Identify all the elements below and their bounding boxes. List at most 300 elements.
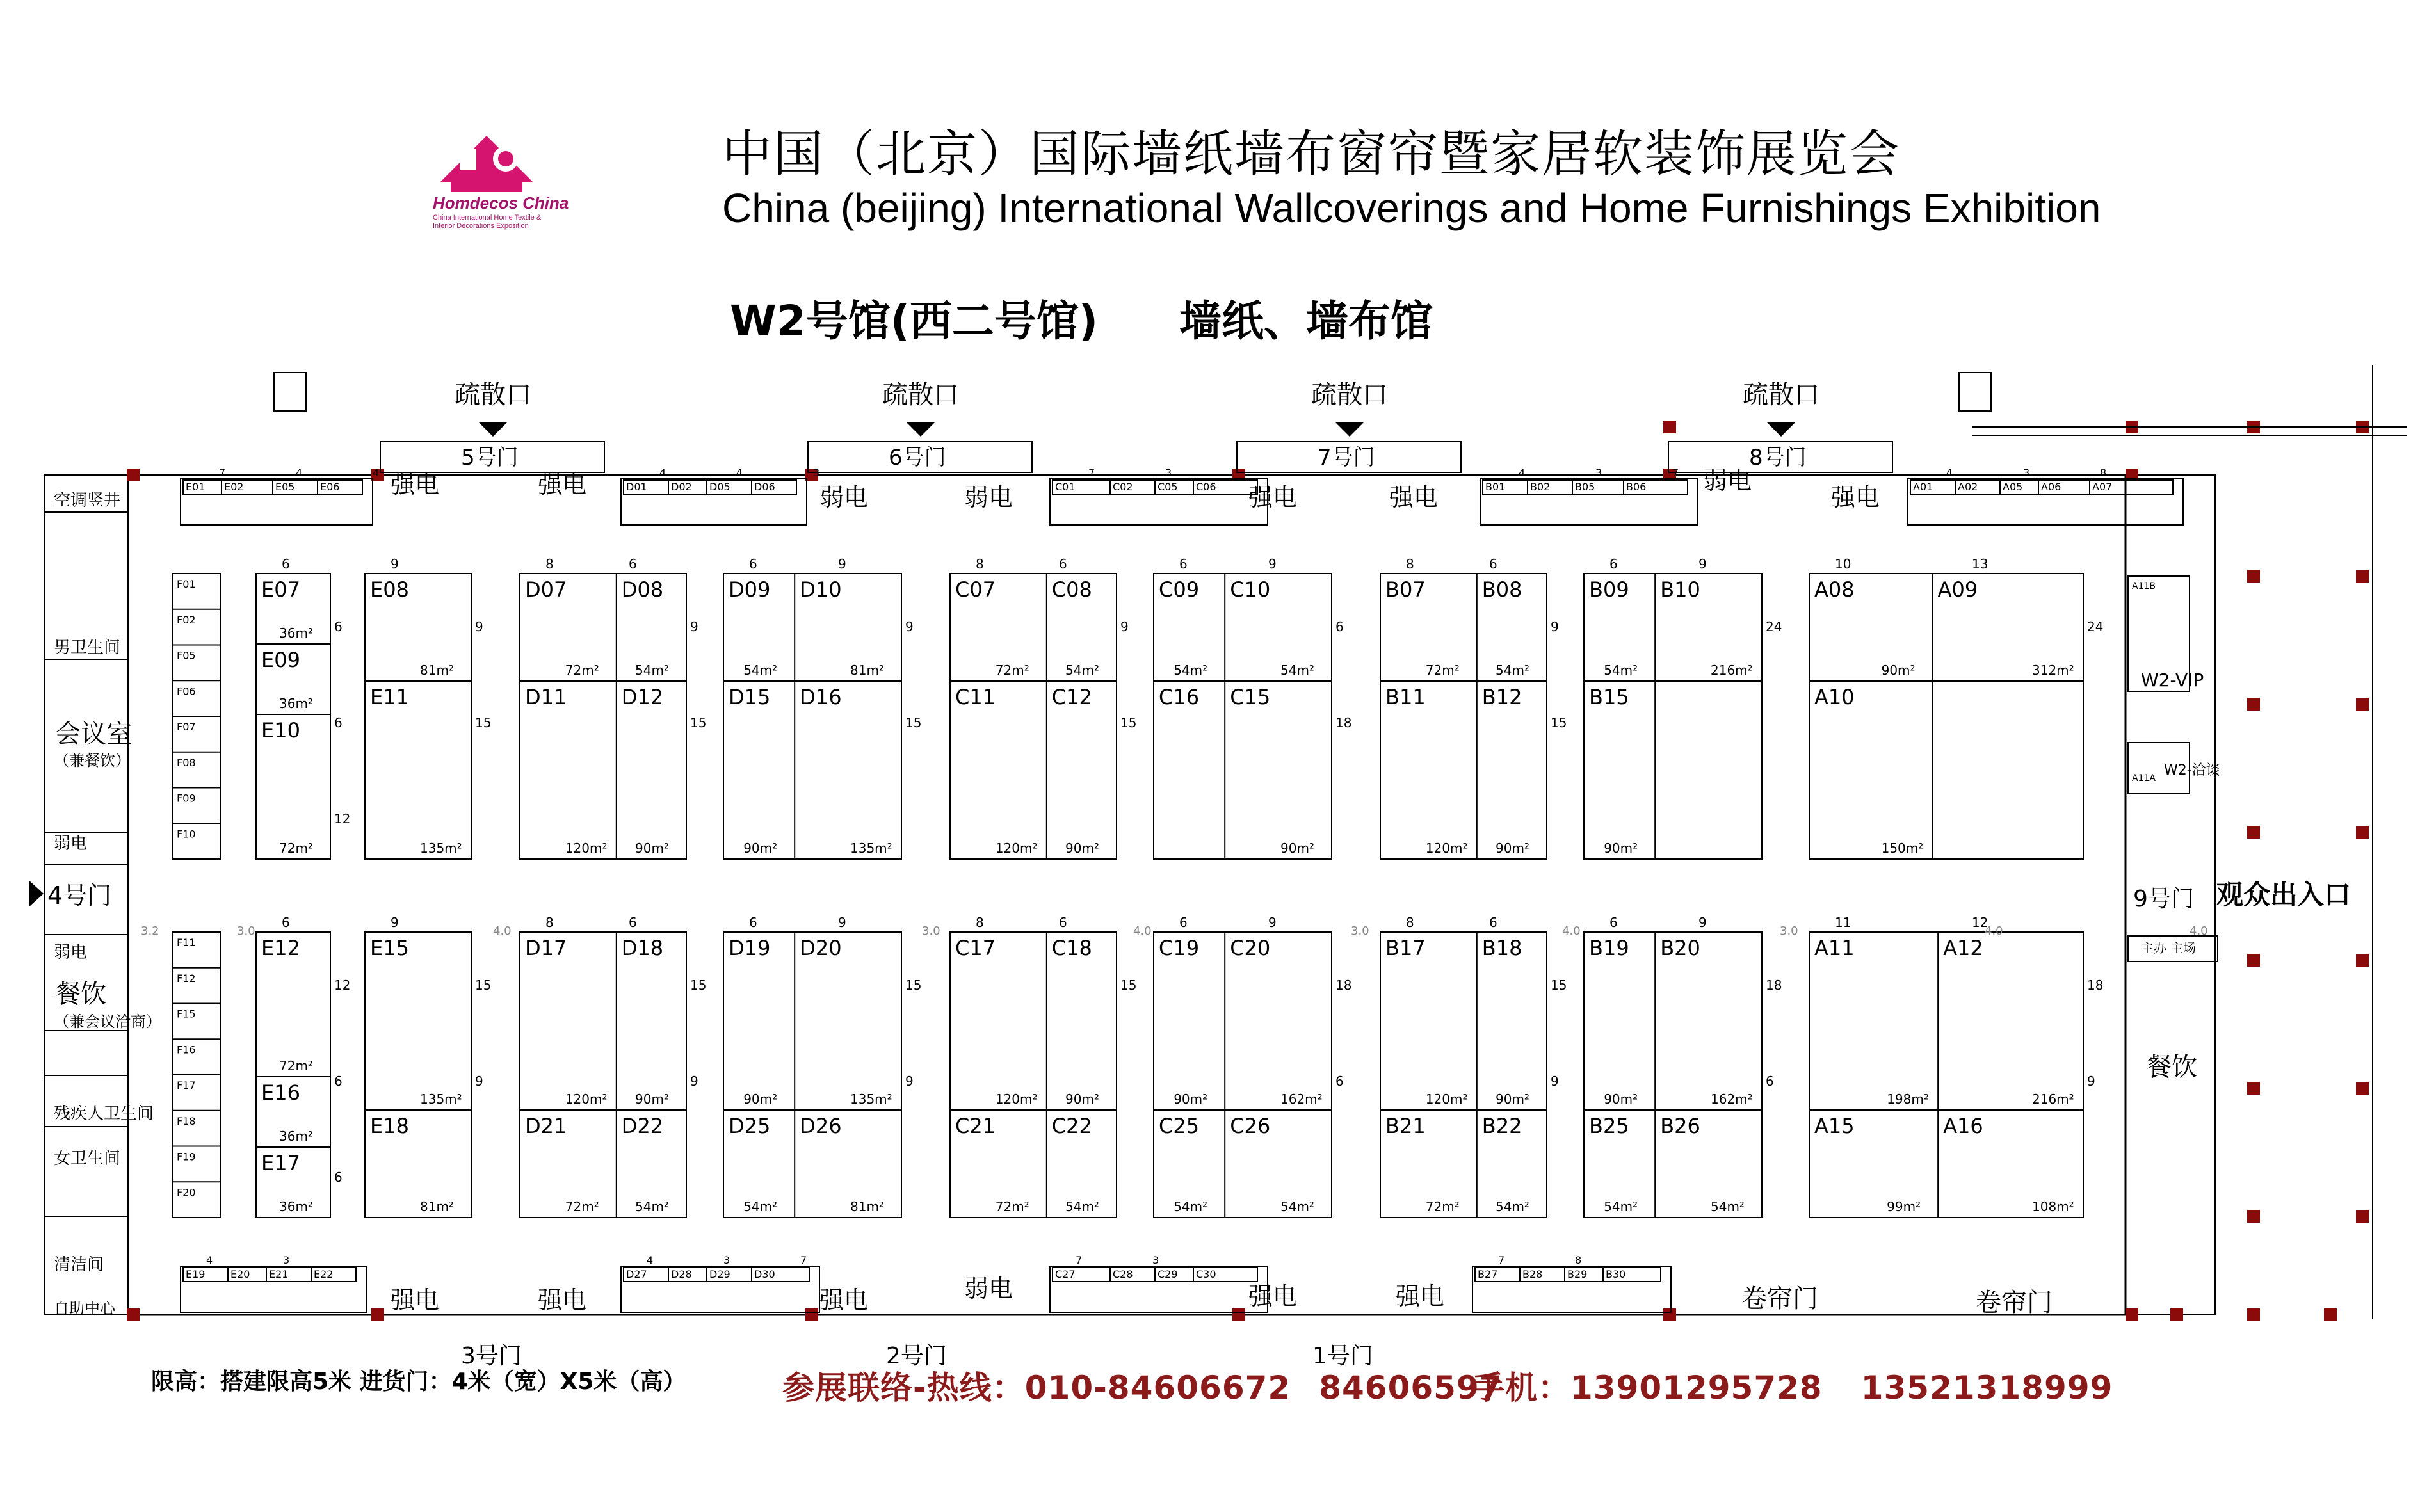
aisle-width-label: 3.0	[1351, 924, 1369, 938]
booth-label: A15	[1814, 1114, 1855, 1138]
booth-label: C26	[1230, 1114, 1271, 1138]
booth-area-label: 120m²	[1425, 840, 1468, 856]
dimension-label: 4	[373, 467, 380, 479]
weak-power-label: 弱电	[964, 483, 1013, 511]
booth-label: D19	[729, 936, 771, 960]
dimension-label: 18	[1335, 715, 1352, 730]
booth-area-label: 90m²	[1065, 1091, 1099, 1107]
bottom-gate-label: 1号门	[1312, 1343, 1373, 1369]
top-gate-label: 7号门	[1318, 445, 1375, 470]
dimension-label: 12	[334, 977, 351, 993]
booth-label: C05	[1158, 481, 1178, 493]
booth-label: C01	[1055, 481, 1076, 493]
dimension-label: 6	[749, 915, 757, 930]
strong-power-label: 强电	[391, 1286, 440, 1314]
booth-label: F12	[177, 972, 196, 985]
strong-power-label: 强电	[538, 1286, 587, 1314]
shutter-door-label: 卷帘门	[1976, 1288, 2053, 1317]
booth-label: C18	[1051, 936, 1092, 960]
shutter-door-label: 卷帘门	[1741, 1284, 1818, 1314]
top-gate-label: 6号门	[889, 445, 946, 470]
booth-label: D25	[729, 1114, 771, 1138]
booth-label: B28	[1522, 1268, 1543, 1280]
booth-label: D01	[626, 481, 647, 493]
booth-area-label: 54m²	[743, 1199, 778, 1214]
dimension-label: 3	[2023, 467, 2030, 479]
dimension-label: 9	[2087, 1074, 2095, 1089]
dimension-label: 6	[334, 1170, 343, 1185]
dimension-label: 12	[334, 811, 351, 826]
strong-power-label: 强电	[1389, 483, 1439, 511]
booth-area-label: 90m²	[1174, 1091, 1208, 1107]
dimension-label: 9	[690, 1074, 698, 1089]
dimension-label: 6	[629, 915, 637, 930]
booth-label: A11B	[2132, 581, 2156, 591]
booth-label: C25	[1159, 1114, 1200, 1138]
booth-label: D28	[671, 1268, 692, 1280]
booth-label: D18	[621, 936, 664, 960]
pillar	[2356, 1082, 2369, 1095]
booth-label: D17	[525, 936, 567, 960]
booth-label: B15	[1589, 685, 1629, 709]
pillar	[2356, 826, 2369, 839]
evacuation-exit-label: 疏散口	[882, 380, 959, 410]
booth-label: A12	[1943, 936, 1983, 960]
booth-area-label: 81m²	[420, 1199, 454, 1214]
pillar	[2356, 1210, 2369, 1223]
booth-label: F15	[177, 1008, 196, 1020]
aisle-width-label: 4.0	[1562, 924, 1581, 938]
booth-block	[723, 574, 901, 859]
booth-area-label: 54m²	[1280, 663, 1314, 678]
right-room-label: W2-VIP	[2141, 670, 2204, 691]
pillar	[2247, 570, 2260, 583]
dimension-label: 8	[1575, 1254, 1582, 1266]
contact-mobile	[1472, 1362, 2151, 1408]
right-room-label: 主场	[2170, 940, 2196, 956]
dimension-label: 3	[1595, 467, 1602, 479]
dimension-label: 24	[2087, 619, 2104, 634]
booth-label: D06	[754, 481, 775, 493]
booth-label: C28	[1113, 1268, 1133, 1280]
dimension-label: 3	[1165, 467, 1172, 479]
hotline-1: 参展联络-热线：010-84606672	[782, 1369, 1291, 1406]
booth-label: E17	[261, 1151, 300, 1175]
booth-label: F16	[177, 1043, 196, 1056]
strong-power-label: 强电	[1248, 1282, 1298, 1310]
booth-label: F08	[177, 756, 196, 769]
top-gate-label: 8号门	[1749, 445, 1807, 470]
booth-label: B09	[1589, 577, 1629, 602]
dimension-label: 4	[1519, 467, 1526, 479]
booth-area-label: 81m²	[850, 1199, 884, 1214]
booth-label: B12	[1481, 685, 1522, 709]
aisle-width-label: 4.0	[1985, 924, 2003, 938]
booth-label: C11	[955, 685, 996, 709]
booth-label: E22	[314, 1268, 334, 1280]
booth-label: E12	[261, 936, 300, 960]
dimension-label: 6	[749, 556, 757, 572]
booth-area-label: 120m²	[565, 840, 608, 856]
booth-label: E05	[275, 481, 295, 493]
booth-label: C30	[1196, 1268, 1216, 1280]
dimension-label: 15	[690, 977, 707, 993]
booth-area-label: 72m²	[565, 1199, 599, 1214]
booth-area-label: 90m²	[635, 1091, 669, 1107]
dimension-label: 12	[1972, 915, 1988, 930]
booth-label: E06	[320, 481, 340, 493]
pillar	[2170, 1308, 2183, 1321]
booth-area-label: 99m²	[1887, 1199, 1921, 1214]
dimension-label: 4	[659, 467, 666, 479]
evacuation-arrow-icon	[907, 422, 935, 437]
booth-label: F01	[177, 578, 196, 590]
right-room-label: 餐饮	[2146, 1052, 2197, 1082]
dimension-label: 9	[905, 1074, 914, 1089]
booth-label: B20	[1660, 936, 1700, 960]
pillar	[127, 469, 140, 481]
booth-area-label: 135m²	[850, 1091, 892, 1107]
pillar	[1663, 421, 1676, 433]
dimension-label: 9	[475, 1074, 483, 1089]
booth-area-label: 72m²	[1425, 1199, 1460, 1214]
pillar	[805, 1308, 818, 1321]
aisle-width-label: 4.0	[1133, 924, 1152, 938]
booth-label: C10	[1230, 577, 1271, 602]
exhibition-logo-icon	[440, 136, 533, 192]
booth-label: A06	[2041, 481, 2061, 493]
booth-area-label: 54m²	[1604, 1199, 1638, 1214]
booth-area-label: 72m²	[1425, 663, 1460, 678]
strong-power-label: 强电	[1248, 483, 1298, 511]
aisle-width-label: 3.0	[237, 924, 255, 938]
dimension-label: 24	[1766, 619, 1782, 634]
dimension-label: 18	[1766, 977, 1782, 993]
pillar	[2356, 698, 2369, 711]
bottom-gate-label: 3号门	[461, 1343, 522, 1369]
booth-label: C19	[1159, 936, 1200, 960]
aisle-width-label: 4.0	[493, 924, 512, 938]
strong-power-label: 强电	[819, 1286, 869, 1314]
right-room-label: W2-洽谈	[2164, 762, 2220, 778]
dimension-label: 6	[1059, 556, 1067, 572]
booth-label: D02	[671, 481, 692, 493]
booth-area-label: 120m²	[1425, 1091, 1468, 1107]
dimension-label: 8	[976, 556, 984, 572]
title-english: China (beijing) International Wallcoverings and Home Furnishings Exhibition	[722, 185, 2101, 231]
left-room-label: 空调竖井	[54, 491, 121, 510]
left-gate-arrow-icon	[29, 881, 44, 906]
dimension-label: 6	[334, 619, 343, 634]
left-room-label: （兼会议洽商）	[54, 1013, 161, 1031]
booth-block	[1584, 932, 1762, 1218]
contact-hotline	[782, 1362, 1531, 1408]
booth-area-label: 54m²	[1280, 1199, 1314, 1214]
booth-label: B19	[1589, 936, 1629, 960]
pillar	[2356, 954, 2369, 967]
booth-area-label: 90m²	[1280, 840, 1314, 856]
booth-block	[256, 574, 330, 859]
booth-label: A09	[1937, 577, 1978, 602]
booth-label: E02	[224, 481, 244, 493]
booth-area-label: 162m²	[1280, 1091, 1323, 1107]
dimension-label: 9	[1698, 915, 1707, 930]
dimension-label: 4	[736, 467, 743, 479]
dimension-label: 15	[1120, 715, 1137, 730]
booth-label: B07	[1385, 577, 1426, 602]
booth-label: A07	[2092, 481, 2113, 493]
booth-block	[1380, 932, 1547, 1218]
strong-power-label: 强电	[1396, 1282, 1445, 1310]
booth-block	[1154, 574, 1332, 859]
booth-label: A11	[1814, 936, 1855, 960]
booth-label: B27	[1478, 1268, 1498, 1280]
booth-area-label: 162m²	[1711, 1091, 1753, 1107]
strong-power-label: 强电	[391, 470, 440, 499]
booth-label: B26	[1660, 1114, 1700, 1138]
booth-block	[950, 932, 1117, 1218]
booth-area-label: 90m²	[1496, 840, 1529, 856]
booth-area-label: 312m²	[2032, 663, 2074, 678]
evacuation-exit-label: 疏散口	[1743, 380, 1819, 410]
booth-label: E08	[370, 577, 409, 602]
left-room-label: 弱电	[54, 834, 88, 853]
booth-label: B02	[1530, 481, 1551, 493]
dimension-label: 8	[976, 915, 984, 930]
dimension-label: 9	[690, 619, 698, 634]
booth-label: B01	[1485, 481, 1506, 493]
booth-label: A01	[1913, 481, 1933, 493]
dimension-label: 15	[905, 715, 922, 730]
booth-block	[1809, 932, 2083, 1218]
booth-area-label: 90m²	[1881, 663, 1916, 678]
booth-area-label: 72m²	[279, 840, 313, 856]
booth-label: E20	[230, 1268, 250, 1280]
booth-area-label: 54m²	[743, 663, 778, 678]
booth-label: D10	[800, 577, 842, 602]
logo-subtitle: China International Home Textile & Interior Decorations Exposition	[433, 214, 542, 230]
booth-area-label: 54m²	[1711, 1199, 1745, 1214]
dimension-label: 7	[1076, 1254, 1083, 1266]
booth-label: E16	[261, 1081, 300, 1105]
booth-area-label: 54m²	[1174, 663, 1208, 678]
booth-label: C29	[1158, 1268, 1178, 1280]
booth-label: E01	[186, 481, 206, 493]
booth-label: C21	[955, 1114, 996, 1138]
booth-block	[950, 574, 1117, 859]
booth-area-label: 90m²	[635, 840, 669, 856]
mobile-1: 手机：13901295728	[1472, 1369, 1823, 1406]
booth-label: C02	[1113, 481, 1133, 493]
booth-area-label: 90m²	[743, 840, 778, 856]
hall-category: 墙纸、墙布馆	[1179, 296, 1433, 346]
booth-block	[365, 932, 471, 1218]
booth-label: C15	[1230, 685, 1271, 709]
dimension-label: 18	[2087, 977, 2104, 993]
strong-power-label: 强电	[1831, 483, 1880, 511]
dimension-label: 15	[475, 977, 492, 993]
dimension-label: 6	[1489, 556, 1497, 572]
hall-name: W2号馆(西二号馆)	[730, 296, 1099, 346]
pillar	[371, 1308, 384, 1321]
dimension-label: 10	[1835, 556, 1851, 572]
booth-label: F06	[177, 685, 196, 698]
evacuation-arrow-icon	[1335, 422, 1364, 437]
booth-label: E11	[370, 685, 409, 709]
dimension-label: 15	[690, 715, 707, 730]
booth-label: D11	[525, 685, 567, 709]
dimension-label: 9	[905, 619, 914, 634]
booth-label: D26	[800, 1114, 842, 1138]
booth-area-label: 54m²	[1065, 663, 1099, 678]
booth-area-label: 90m²	[743, 1091, 778, 1107]
booth-block	[520, 574, 686, 859]
booth-label: F09	[177, 792, 196, 805]
dimension-label: 15	[1551, 715, 1567, 730]
booth-area-label: 36m²	[279, 696, 313, 711]
booth-label: D22	[621, 1114, 664, 1138]
dimension-label: 6	[1609, 556, 1618, 572]
dimension-label: 4	[206, 1254, 213, 1266]
booth-area-label: 90m²	[1496, 1091, 1529, 1107]
booth-area-label: 135m²	[850, 840, 892, 856]
booth-label: C16	[1159, 685, 1200, 709]
booth-label: D20	[800, 936, 842, 960]
dimension-label: 9	[1698, 556, 1707, 572]
booth-label: B21	[1385, 1114, 1426, 1138]
visitor-entrance-label: 观众出入口	[2216, 879, 2351, 910]
dimension-label: 6	[1059, 915, 1067, 930]
booth-label: C17	[955, 936, 996, 960]
evacuation-exit-label: 疏散口	[455, 380, 531, 410]
booth-label: B11	[1385, 685, 1426, 709]
booth-label: F19	[177, 1150, 196, 1163]
booth-label: E15	[370, 936, 409, 960]
dimension-label: 4	[296, 467, 303, 479]
mobile-2: 13521318999	[1860, 1369, 2113, 1406]
booth-area-label: 36m²	[279, 625, 313, 641]
booth-area-label: 198m²	[1887, 1091, 1929, 1107]
left-room-label: 弱电	[54, 943, 88, 962]
booth-label: B29	[1567, 1268, 1588, 1280]
booth-label: E19	[186, 1268, 206, 1280]
booth-area-label: 54m²	[1174, 1199, 1208, 1214]
dimension-label: 3	[283, 1254, 290, 1266]
dimension-label: 7	[1498, 1254, 1505, 1266]
booth-label: B18	[1481, 936, 1522, 960]
booth-block	[1809, 574, 2083, 859]
dimension-label: 6	[1335, 619, 1344, 634]
dimension-label: 9	[475, 619, 483, 634]
dimension-label: 9	[391, 556, 399, 572]
dimension-label: 4	[1946, 467, 1953, 479]
dimension-label: 6	[1766, 1074, 1774, 1089]
pillar	[2324, 1308, 2337, 1321]
logo-name: Homdecos China	[433, 193, 569, 213]
dimension-label: 9	[1120, 619, 1129, 634]
booth-area-label: 81m²	[850, 663, 884, 678]
booth-label: A11A	[2132, 773, 2156, 784]
aisle-width-label: 3.0	[922, 924, 940, 938]
dimension-label: 6	[334, 715, 343, 730]
dimension-label: 6	[1609, 915, 1618, 930]
booth-label: B10	[1660, 577, 1700, 602]
booth-area-label: 90m²	[1604, 1091, 1638, 1107]
dimension-label: 6	[1489, 915, 1497, 930]
booth-area-label: 135m²	[420, 840, 462, 856]
booth-area-label: 72m²	[279, 1058, 313, 1074]
dimension-label: 9	[1551, 619, 1559, 634]
booth-label: D05	[709, 481, 730, 493]
booth-label: C06	[1196, 481, 1216, 493]
dimension-label: 8	[545, 915, 554, 930]
booth-label: F11	[177, 937, 196, 949]
booth-label: B17	[1385, 936, 1426, 960]
pillar	[2247, 1308, 2260, 1321]
booth-label: A05	[2003, 481, 2023, 493]
stair-structure	[274, 373, 306, 411]
dimension-label: 7	[1088, 467, 1095, 479]
booth-label: A02	[1958, 481, 1978, 493]
booth-label: C08	[1051, 577, 1092, 602]
dimension-label: 6	[1179, 915, 1188, 930]
right-gate-label: 9号门	[2133, 886, 2194, 912]
dimension-label: 6	[1335, 1074, 1344, 1089]
booth-area-label: 120m²	[995, 840, 1038, 856]
aisle-width-label: 3.0	[1780, 924, 1798, 938]
pillar	[2247, 954, 2260, 967]
booth-label: D07	[525, 577, 567, 602]
evacuation-arrow-icon	[1767, 422, 1795, 437]
booth-area-label: 36m²	[279, 1199, 313, 1214]
booth-block	[1380, 574, 1547, 859]
booth-label: E09	[261, 648, 300, 672]
weak-power-label: 弱电	[964, 1275, 1013, 1303]
dimension-label: 15	[1551, 977, 1567, 993]
weak-power-label: 弱电	[1703, 467, 1752, 495]
pillar	[1663, 1308, 1676, 1321]
booth-label: D30	[754, 1268, 775, 1280]
pillar	[2126, 1308, 2138, 1321]
evacuation-exit-label: 疏散口	[1311, 380, 1388, 410]
dimension-label: 8	[2100, 467, 2107, 479]
booth-area-label: 72m²	[565, 663, 599, 678]
booth-area-label: 120m²	[995, 1091, 1038, 1107]
booth-label: A08	[1814, 577, 1855, 602]
dimension-label: 8	[1406, 915, 1414, 930]
booth-area-label: 72m²	[995, 1199, 1029, 1214]
booth-label: F20	[177, 1186, 196, 1199]
pillar	[2356, 570, 2369, 583]
top-gate-label: 5号门	[461, 445, 519, 470]
booth-label: D08	[621, 577, 664, 602]
weak-power-label: 弱电	[819, 483, 869, 511]
booth-area-label: 36m²	[279, 1129, 313, 1144]
booth-area-label: 54m²	[1496, 663, 1529, 678]
dimension-label: 9	[1268, 915, 1277, 930]
dimension-label: 6	[334, 1074, 343, 1089]
dimension-label: 15	[905, 977, 922, 993]
left-room-label: 餐饮	[55, 979, 106, 1009]
booth-label: C20	[1230, 936, 1271, 960]
pillar	[1232, 1308, 1245, 1321]
strong-power-label: 强电	[538, 470, 587, 499]
booth-label: C12	[1051, 685, 1092, 709]
booth-label: F07	[177, 721, 196, 733]
dimension-label: 8	[545, 556, 554, 572]
dimension-label: 8	[1406, 556, 1414, 572]
left-room-label: 会议室	[55, 720, 132, 749]
